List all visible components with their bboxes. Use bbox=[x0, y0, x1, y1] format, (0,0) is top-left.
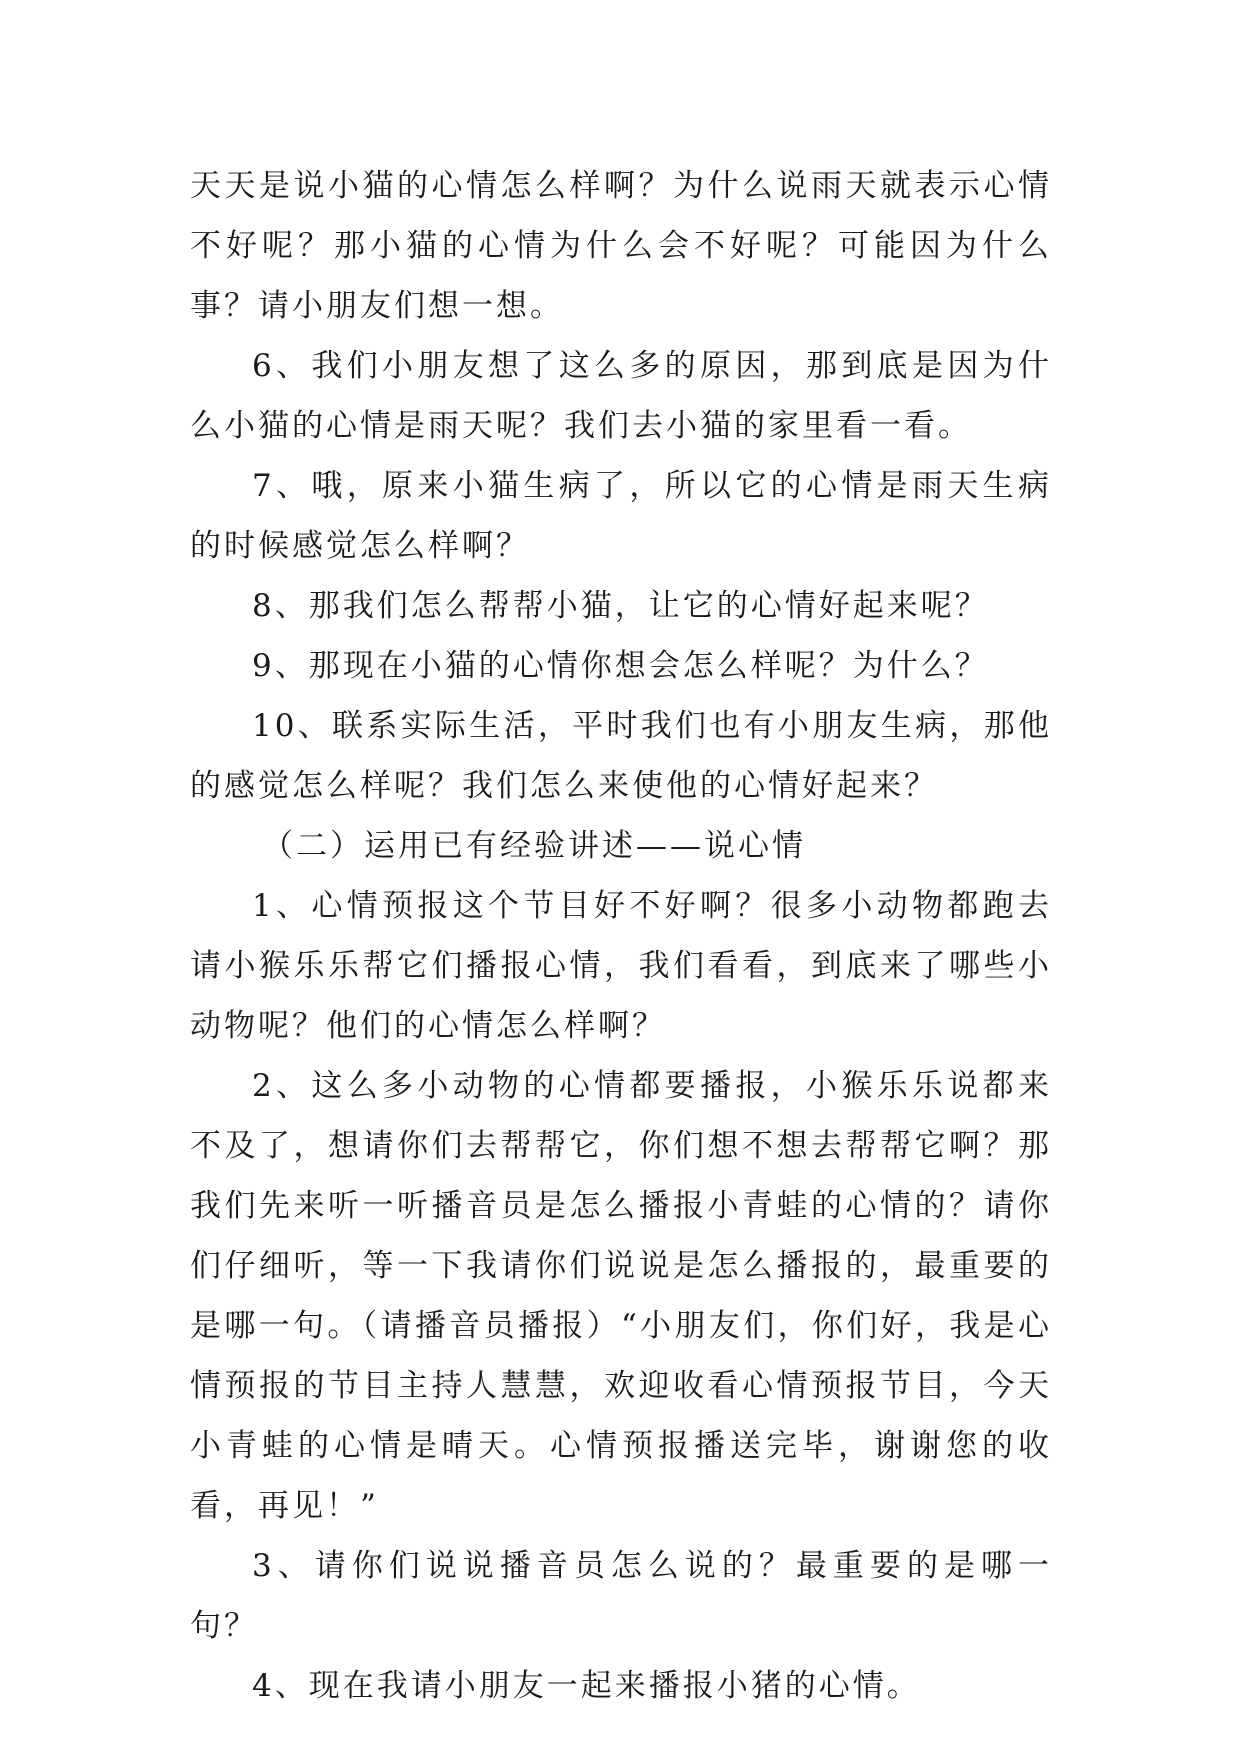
paragraph-item-3: 3、请你们说说播音员怎么说的？最重要的是哪一句？ bbox=[190, 1548, 1052, 1644]
paragraph-item-8: 8、那我们怎么帮帮小猫，让它的心情好起来呢？ bbox=[252, 588, 989, 624]
paragraph-item-9: 9、那现在小猫的心情你想会怎么样呢？为什么？ bbox=[252, 648, 989, 684]
paragraph-continuation: 天天是说小猫的心情怎么样啊？为什么说雨天就表示心情不好呢？那小猫的心情为什么会不好呢？可能因为什么事？请小朋友们想一想。 bbox=[190, 168, 1052, 324]
section-heading: （二）运用已有经验讲述——说心情 bbox=[262, 828, 806, 864]
paragraph-item-10: 10、联系实际生活，平时我们也有小朋友生病，那他的感觉怎么样呢？我们怎么来使他的心情好起来？ bbox=[190, 708, 1052, 804]
paragraph-item-7: 7、哦，原来小猫生病了，所以它的心情是雨天生病的时候感觉怎么样啊？ bbox=[190, 468, 1052, 564]
document-body bbox=[190, 156, 1052, 1716]
paragraph-item-1: 1、心情预报这个节目好不好啊？很多小动物都跑去请小猴乐乐帮它们播报心情，我们看看，到底来了哪些小动物呢？他们的心情怎么样啊？ bbox=[190, 888, 1052, 1044]
paragraph-item-4: 4、现在我请小朋友一起来播报小猪的心情。 bbox=[252, 1668, 921, 1704]
paragraph-item-6: 6、我们小朋友想了这么多的原因，那到底是因为什么小猫的心情是雨天呢？我们去小猫的家里看一看。 bbox=[190, 348, 1052, 444]
paragraph-item-2: 2、这么多小动物的心情都要播报，小猴乐乐说都来不及了，想请你们去帮帮它，你们想不想去帮帮它啊？那我们先来听一听播音员是怎么播报小青蛙的心情的？请你们仔细听，等一下我请你们说说是怎么播报的，最重要的是哪一句。（请播音员播报）“小朋友们，你们好，我是心情预报的节目主持人慧慧，欢迎收看心情预报节目，今天小青蛙的心情是晴天。心情预报播送完毕，谢谢您的收看，再见！” bbox=[190, 1068, 1052, 1524]
